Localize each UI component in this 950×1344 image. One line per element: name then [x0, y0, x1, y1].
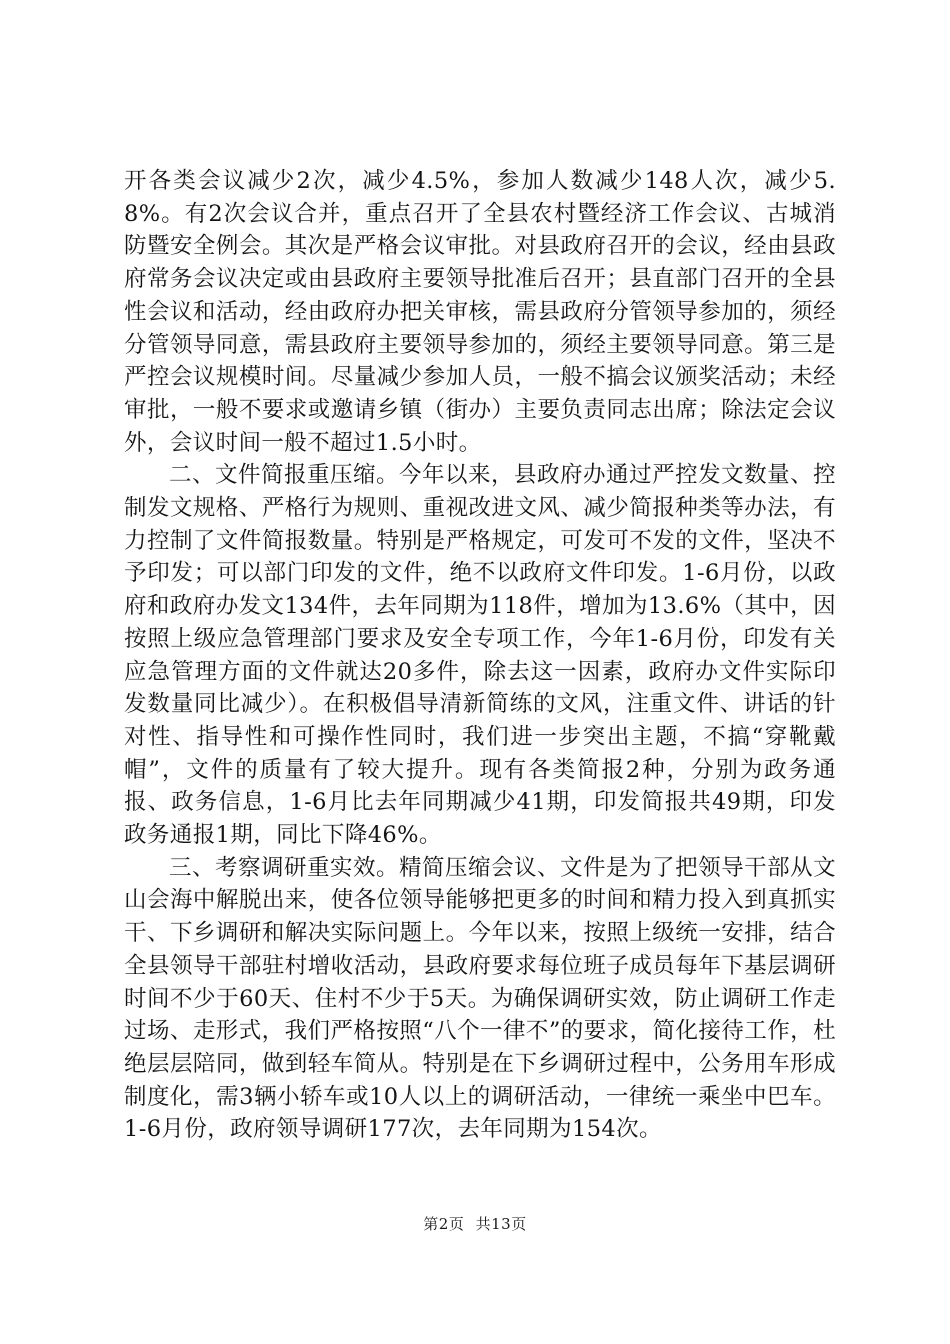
paragraph-inspection-research: 三、考察调研重实效。精简压缩会议、文件是为了把领导干部从文山会海中解脱出来，使各位领导能够把更多的时间和精力投入到真抓实干、下乡调研和解决实际问题上。今年以来，按照上级统一安排，结合全县领导干部驻村增收活动，县政府要求每位班子成员每年下基层调研时间不少于60天、住村不少于5天。为确保调研实效，防止调研工作走过场、走形式，我们严格按照“八个一律不”的要求，简化接待工作，杜绝层层陪同，做到轻车简从。特别是在下乡调研过程中，公务用车形成制度化，需3辆小轿车或10人以上的调研活动，一律统一乘坐中巴车。1-6月份，政府领导调研177次，去年同期为154次。: [124, 854, 836, 1143]
paragraph-meetings-continued: 开各类会议减少2次，减少4.5%，参加人数减少148人次，减少5.8%。有2次会议合并，重点召开了全县农村暨经济工作会议、古城消防暨安全例会。其次是严格会议审批。对县政府召开的会议，经由县政府常务会议决定或由县政府主要领导批准后召开；县直部门召开的全县性会议和活动，经由政府办把关审核，需县政府分管领导参加的，须经分管领导同意，需县政府主要领导参加的，须经主要领导同意。第三是严控会议规模时间。尽量减少参加人员，一般不搞会议颁奖活动；未经审批，一般不要求或邀请乡镇（街办）主要负责同志出席；除法定会议外，会议时间一般不超过1.5小时。: [124, 168, 836, 456]
page-number: 第2页: [423, 1215, 465, 1233]
page-footer: [0, 1214, 950, 1234]
paragraph-documents-briefings: 二、文件简报重压缩。今年以来，县政府办通过严控发文数量、控制发文规格、严格行为规则、重视改进文风、减少简报种类等办法，有力控制了文件简报数量。特别是严格规定，可发可不发的文件，坚决不予印发；可以部门印发的文件，绝不以政府文件印发。1-6月份，以政府和政府办发文134件，去年同期为118件，增加为13.6%（其中，因按照上级应急管理部门要求及安全专项工作，今年1-6月份，印发有关应急管理方面的文件就达20多件，除去这一因素，政府办文件实际印发数量同比减少）。在积极倡导清新简练的文风，注重文件、讲话的针对性、指导性和可操作性同时，我们进一步突出主题，不搞“穿靴戴帽”，文件的质量有了较大提升。现有各类简报2种，分别为政务通报、政务信息，1-6月比去年同期减少41期，印发简报共49期，印发政务通报1期，同比下降46%。: [124, 462, 836, 849]
document-body: [124, 165, 836, 1146]
page-total: 共13页: [475, 1215, 527, 1233]
